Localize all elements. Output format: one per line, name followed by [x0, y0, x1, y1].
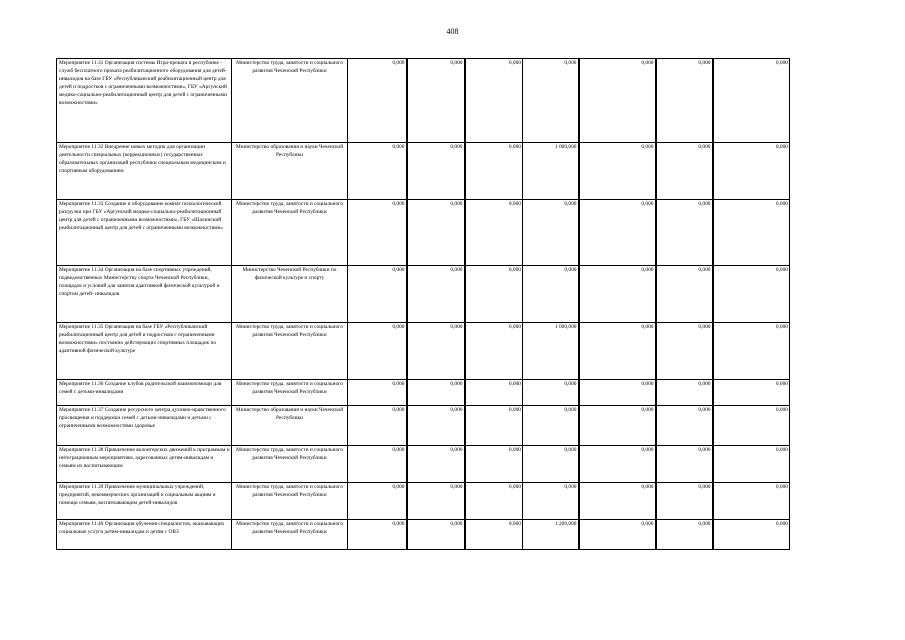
value-cell: 0,000: [523, 406, 579, 446]
executor-cell: Министерство труда, занятости и социального развития Чеченской Республики: [232, 200, 348, 266]
value-cell: 0,000: [579, 59, 656, 143]
value-cell: 0,000: [407, 143, 465, 200]
value-cell: 0,000: [465, 380, 523, 406]
value-cell: 0,000: [523, 483, 579, 520]
value-cell: 0,000: [407, 200, 465, 266]
value-cell: 0,000: [656, 59, 713, 143]
value-cell: 0,000: [407, 483, 465, 520]
event-cell: Мероприятие 11.39 Привлечение муниципальных учреждений, предприятий, некоммерческих организаций к социальным акциям и помощи семьям, воспитывающим детей-инвалидов: [57, 483, 232, 520]
value-cell: 0,000: [465, 266, 523, 323]
table-row: [57, 323, 790, 380]
executor-cell: Министерство труда, занятости и социального развития Чеченской Республики: [232, 323, 348, 380]
executor-cell: Министерство труда, занятости и социального развития Чеченской Республики: [232, 59, 348, 143]
value-cell: 0,000: [348, 59, 407, 143]
value-cell: 0,000: [579, 520, 656, 550]
value-cell: 0,000: [523, 380, 579, 406]
table-row: [57, 446, 790, 483]
table-row: [57, 266, 790, 323]
value-cell: 0,000: [465, 59, 523, 143]
value-cell: 0,000: [579, 406, 656, 446]
value-cell: 0,000: [407, 406, 465, 446]
value-cell: 0,000: [656, 406, 713, 446]
event-cell: Мероприятие 11.33 Создание и оборудование комнат психологической разгрузки при ГБУ «Аргунский медико-социально-реабилитационный центр для детей с ограниченными возможностями», ГБУ «Шалинский реабилитационный центр для детей с ограниченными возможностями»: [57, 200, 232, 266]
executor-cell: Министерство Чеченской Республики по физической культуре и спорту: [232, 266, 348, 323]
executor-cell: Министерство труда, занятости и социального развития Чеченской Республики: [232, 380, 348, 406]
value-cell: 0,000: [348, 380, 407, 406]
value-cell: 0,000: [656, 483, 713, 520]
event-cell: Мероприятие 11.38 Привлечение волонтерских движений к программам и интеграционным мероприятиям, адресованных детям-инвалидам и семьям их воспитывающим: [57, 446, 232, 483]
value-cell: 0,000: [407, 380, 465, 406]
value-cell: 0,000: [656, 446, 713, 483]
value-cell: 0,000: [656, 380, 713, 406]
value-cell: 0,000: [348, 200, 407, 266]
executor-cell: Министерство труда, занятости и социального развития Чеченской Республики: [232, 520, 348, 550]
event-cell: Мероприятие 11.32 Внедрение новых методик для организации деятельности специальных (коррекционных) государственных образовательных организаций республики специальным медицинским и спортивным оборудованием: [57, 143, 232, 200]
value-cell: 0,000: [523, 446, 579, 483]
value-cell: 0,000: [348, 266, 407, 323]
value-cell: 0,000: [656, 200, 713, 266]
value-cell: 0,000: [713, 380, 790, 406]
value-cell: 0,000: [523, 59, 579, 143]
event-cell: Мероприятие 11.34 Организация на базе спортивных учреждений, подведомственных Министерству спорта Чеченской Республики, площадок и условий для занятия адаптивной физической культурой и спортом детей- инвалидов: [57, 266, 232, 323]
value-cell: 0,000: [579, 380, 656, 406]
table-row: [57, 483, 790, 520]
table-row: [57, 200, 790, 266]
value-cell: 0,000: [465, 446, 523, 483]
value-cell: 0,000: [579, 143, 656, 200]
value-cell: 0,000: [348, 446, 407, 483]
executor-cell: Министерство труда, занятости и социального развития Чеченской Республики: [232, 446, 348, 483]
value-cell: 0,000: [348, 143, 407, 200]
value-cell: 0,000: [407, 323, 465, 380]
event-cell: Мероприятие 11.40 Организация обучения специалистов, оказывающих социальные услуги детям-инвалидам и детям с ОВЗ: [57, 520, 232, 550]
value-cell: 0,000: [348, 483, 407, 520]
value-cell: 0,000: [348, 520, 407, 550]
value-cell: 1 000,000: [523, 143, 579, 200]
value-cell: 1 200,000: [523, 520, 579, 550]
value-cell: 0,000: [465, 483, 523, 520]
table-row: [57, 380, 790, 406]
value-cell: 0,000: [523, 266, 579, 323]
table-row: [57, 143, 790, 200]
value-cell: 0,000: [348, 323, 407, 380]
value-cell: 0,000: [523, 200, 579, 266]
value-cell: 0,000: [465, 323, 523, 380]
table-row: [57, 59, 790, 143]
value-cell: 0,000: [579, 323, 656, 380]
page-number: 408: [446, 27, 459, 36]
value-cell: 0,000: [713, 266, 790, 323]
value-cell: 0,000: [465, 143, 523, 200]
value-cell: 0,000: [713, 406, 790, 446]
value-cell: 0,000: [465, 520, 523, 550]
value-cell: 0,000: [656, 520, 713, 550]
event-cell: Мероприятие 11.31 Организация системы Игра-проката в республике - служб бесплатного проката реабилитационного оборудования для детей-инвалидов на базе ГБУ «Республиканский реабилитационный центр для детей и подростков с ограниченными возможностями», ГБУ «Аргунский медико-социально-реабилитационный центр для детей с ограниченными возможностями»: [57, 59, 232, 143]
value-cell: 0,000: [713, 323, 790, 380]
event-cell: Мероприятие 11.36 Создание клубов родительской взаимопомощи для семей с детьми-инвалидами: [57, 380, 232, 406]
value-cell: 0,000: [713, 59, 790, 143]
value-cell: 0,000: [713, 483, 790, 520]
value-cell: 0,000: [713, 446, 790, 483]
value-cell: 0,000: [579, 200, 656, 266]
value-cell: 0,000: [465, 406, 523, 446]
value-cell: 0,000: [579, 446, 656, 483]
value-cell: 0,000: [579, 483, 656, 520]
table-row: [57, 406, 790, 446]
value-cell: 0,000: [713, 520, 790, 550]
value-cell: 0,000: [579, 266, 656, 323]
executor-cell: Министерство образования и науки Чеченской Республики: [232, 143, 348, 200]
value-cell: 1 000,000: [523, 323, 579, 380]
executor-cell: Министерство образования и науки Чеченской Республики: [232, 406, 348, 446]
value-cell: 0,000: [656, 323, 713, 380]
event-cell: Мероприятие 11.35 Организация на базе ГБУ «Республиканский реабилитационный центр для детей и подростков с ограниченными возможностями» постоянно действующих спортивных площадок по адаптивной физической культуре: [57, 323, 232, 380]
executor-cell: Министерство труда, занятости и социального развития Чеченской Республики: [232, 483, 348, 520]
event-cell: Мероприятие 11.37 Создание ресурсного центра духовно-нравственного просвещения и поддержки семей с детьми-инвалидами и детьми с ограниченными возможностями здоровья: [57, 406, 232, 446]
value-cell: 0,000: [713, 143, 790, 200]
program-events-table: [56, 58, 790, 550]
value-cell: 0,000: [465, 200, 523, 266]
value-cell: 0,000: [656, 266, 713, 323]
value-cell: 0,000: [407, 446, 465, 483]
value-cell: 0,000: [407, 59, 465, 143]
value-cell: 0,000: [407, 266, 465, 323]
value-cell: 0,000: [656, 143, 713, 200]
value-cell: 0,000: [348, 406, 407, 446]
value-cell: 0,000: [407, 520, 465, 550]
table-row: [57, 520, 790, 550]
value-cell: 0,000: [713, 200, 790, 266]
